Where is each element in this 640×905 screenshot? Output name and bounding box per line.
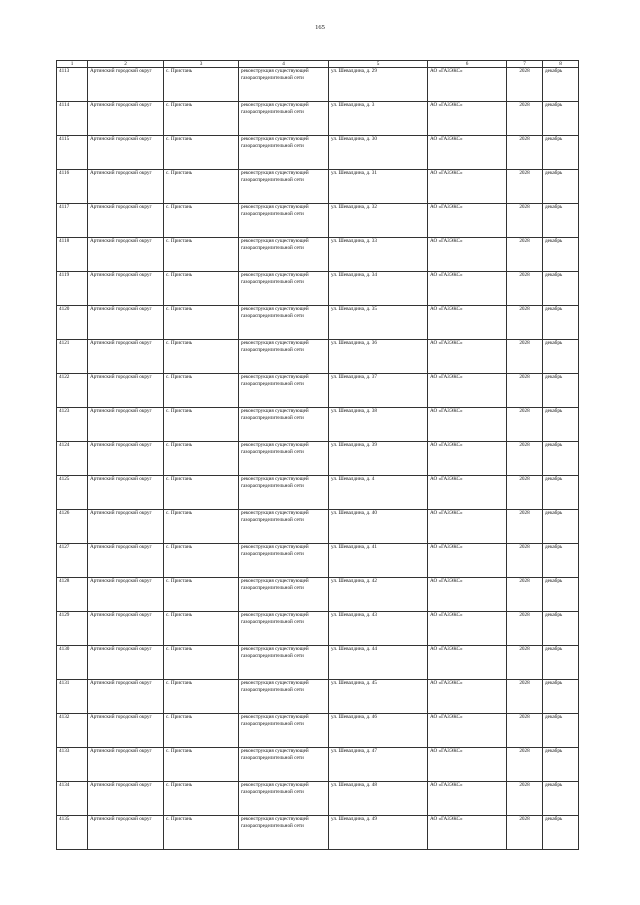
header-col-organization: 6 xyxy=(428,61,507,68)
col-settlement-cell: с. Пристань xyxy=(164,714,239,748)
col-address-cell: ул. Шевалдина, д. 30 xyxy=(329,136,428,170)
col-number-cell: 4119 xyxy=(57,272,88,306)
col-municipality-cell: Артинский городской округ xyxy=(88,612,164,646)
col-settlement-cell: с. Пристань xyxy=(164,442,239,476)
col-number-cell: 4113 xyxy=(57,68,88,102)
table-row xyxy=(57,510,579,544)
col-settlement-cell: с. Пристань xyxy=(164,578,239,612)
col-municipality-cell: Артинский городской округ xyxy=(88,578,164,612)
col-work-type-cell: реконструкция существующей газораспределительной сети xyxy=(239,816,329,850)
col-number-cell: 4125 xyxy=(57,476,88,510)
header-col-month: 8 xyxy=(543,61,579,68)
col-year-cell: 2028 xyxy=(507,170,543,204)
col-organization-cell: АО «ГАЗЭКС» xyxy=(428,306,507,340)
col-organization-cell: АО «ГАЗЭКС» xyxy=(428,476,507,510)
col-month-cell: декабрь xyxy=(543,408,579,442)
table-header xyxy=(57,61,579,68)
col-settlement-cell: с. Пристань xyxy=(164,646,239,680)
col-year-cell: 2028 xyxy=(507,782,543,816)
col-organization-cell: АО «ГАЗЭКС» xyxy=(428,510,507,544)
col-number-cell: 4129 xyxy=(57,612,88,646)
col-address-cell: ул. Шевалдина, д. 3 xyxy=(329,102,428,136)
header-col-settlement: 3 xyxy=(164,61,239,68)
col-address-cell: ул. Шевалдина, д. 34 xyxy=(329,272,428,306)
col-number-cell: 4127 xyxy=(57,544,88,578)
col-year-cell: 2028 xyxy=(507,544,543,578)
table-body xyxy=(57,68,579,850)
table-row xyxy=(57,170,579,204)
col-address-cell: ул. Шевалдина, д. 48 xyxy=(329,782,428,816)
col-municipality-cell: Артинский городской округ xyxy=(88,136,164,170)
col-municipality-cell: Артинский городской округ xyxy=(88,782,164,816)
table-row xyxy=(57,374,579,408)
col-organization-cell: АО «ГАЗЭКС» xyxy=(428,816,507,850)
col-organization-cell: АО «ГАЗЭКС» xyxy=(428,612,507,646)
col-number-cell: 4128 xyxy=(57,578,88,612)
col-work-type-cell: реконструкция существующей газораспределительной сети xyxy=(239,374,329,408)
col-settlement-cell: с. Пристань xyxy=(164,510,239,544)
col-month-cell: декабрь xyxy=(543,680,579,714)
col-address-cell: ул. Шевалдина, д. 46 xyxy=(329,714,428,748)
col-organization-cell: АО «ГАЗЭКС» xyxy=(428,544,507,578)
col-number-cell: 4114 xyxy=(57,102,88,136)
col-year-cell: 2028 xyxy=(507,272,543,306)
registry-table xyxy=(56,60,579,850)
col-month-cell: декабрь xyxy=(543,340,579,374)
col-work-type-cell: реконструкция существующей газораспределительной сети xyxy=(239,476,329,510)
header-row xyxy=(57,61,579,68)
col-month-cell: декабрь xyxy=(543,170,579,204)
col-year-cell: 2028 xyxy=(507,374,543,408)
col-municipality-cell: Артинский городской округ xyxy=(88,714,164,748)
table-row xyxy=(57,816,579,850)
col-municipality-cell: Артинский городской округ xyxy=(88,408,164,442)
table-row xyxy=(57,680,579,714)
col-address-cell: ул. Шевалдина, д. 32 xyxy=(329,204,428,238)
col-year-cell: 2028 xyxy=(507,578,543,612)
col-address-cell: ул. Шевалдина, д. 4 xyxy=(329,476,428,510)
col-organization-cell: АО «ГАЗЭКС» xyxy=(428,680,507,714)
col-settlement-cell: с. Пристань xyxy=(164,204,239,238)
table-row xyxy=(57,204,579,238)
col-work-type-cell: реконструкция существующей газораспределительной сети xyxy=(239,68,329,102)
table-row xyxy=(57,646,579,680)
col-work-type-cell: реконструкция существующей газораспределительной сети xyxy=(239,680,329,714)
col-municipality-cell: Артинский городской округ xyxy=(88,340,164,374)
col-month-cell: декабрь xyxy=(543,748,579,782)
col-month-cell: декабрь xyxy=(543,578,579,612)
col-organization-cell: АО «ГАЗЭКС» xyxy=(428,714,507,748)
col-work-type-cell: реконструкция существующей газораспределительной сети xyxy=(239,306,329,340)
col-address-cell: ул. Шевалдина, д. 45 xyxy=(329,680,428,714)
col-address-cell: ул. Шевалдина, д. 29 xyxy=(329,68,428,102)
col-month-cell: декабрь xyxy=(543,510,579,544)
table-row xyxy=(57,68,579,102)
table-row xyxy=(57,476,579,510)
col-address-cell: ул. Шевалдина, д. 36 xyxy=(329,340,428,374)
table-row xyxy=(57,340,579,374)
col-work-type-cell: реконструкция существующей газораспределительной сети xyxy=(239,136,329,170)
col-settlement-cell: с. Пристань xyxy=(164,816,239,850)
col-month-cell: декабрь xyxy=(543,476,579,510)
col-year-cell: 2028 xyxy=(507,612,543,646)
col-address-cell: ул. Шевалдина, д. 37 xyxy=(329,374,428,408)
header-col-number: 1 xyxy=(57,61,88,68)
col-organization-cell: АО «ГАЗЭКС» xyxy=(428,340,507,374)
table-row xyxy=(57,544,579,578)
col-organization-cell: АО «ГАЗЭКС» xyxy=(428,408,507,442)
col-settlement-cell: с. Пристань xyxy=(164,748,239,782)
col-month-cell: декабрь xyxy=(543,136,579,170)
col-number-cell: 4122 xyxy=(57,374,88,408)
col-organization-cell: АО «ГАЗЭКС» xyxy=(428,442,507,476)
table-row xyxy=(57,306,579,340)
table-row xyxy=(57,102,579,136)
col-year-cell: 2028 xyxy=(507,510,543,544)
col-settlement-cell: с. Пристань xyxy=(164,680,239,714)
col-month-cell: декабрь xyxy=(543,816,579,850)
col-municipality-cell: Артинский городской округ xyxy=(88,68,164,102)
col-number-cell: 4123 xyxy=(57,408,88,442)
col-month-cell: декабрь xyxy=(543,68,579,102)
col-address-cell: ул. Шевалдина, д. 39 xyxy=(329,442,428,476)
col-month-cell: декабрь xyxy=(543,204,579,238)
col-month-cell: декабрь xyxy=(543,238,579,272)
col-year-cell: 2028 xyxy=(507,204,543,238)
table-row xyxy=(57,714,579,748)
col-organization-cell: АО «ГАЗЭКС» xyxy=(428,748,507,782)
col-municipality-cell: Артинский городской округ xyxy=(88,374,164,408)
col-year-cell: 2028 xyxy=(507,102,543,136)
col-address-cell: ул. Шевалдина, д. 33 xyxy=(329,238,428,272)
table-row xyxy=(57,238,579,272)
col-address-cell: ул. Шевалдина, д. 41 xyxy=(329,544,428,578)
col-year-cell: 2028 xyxy=(507,340,543,374)
col-work-type-cell: реконструкция существующей газораспределительной сети xyxy=(239,272,329,306)
col-settlement-cell: с. Пристань xyxy=(164,476,239,510)
col-settlement-cell: с. Пристань xyxy=(164,544,239,578)
col-municipality-cell: Артинский городской округ xyxy=(88,272,164,306)
col-municipality-cell: Артинский городской округ xyxy=(88,816,164,850)
col-year-cell: 2028 xyxy=(507,748,543,782)
col-month-cell: декабрь xyxy=(543,646,579,680)
table-row xyxy=(57,748,579,782)
col-organization-cell: АО «ГАЗЭКС» xyxy=(428,204,507,238)
header-col-work-type: 4 xyxy=(239,61,329,68)
col-work-type-cell: реконструкция существующей газораспределительной сети xyxy=(239,170,329,204)
col-number-cell: 4130 xyxy=(57,646,88,680)
col-address-cell: ул. Шевалдина, д. 31 xyxy=(329,170,428,204)
col-settlement-cell: с. Пристань xyxy=(164,340,239,374)
header-col-address: 5 xyxy=(329,61,428,68)
table-row xyxy=(57,782,579,816)
col-year-cell: 2028 xyxy=(507,306,543,340)
col-organization-cell: АО «ГАЗЭКС» xyxy=(428,68,507,102)
col-number-cell: 4120 xyxy=(57,306,88,340)
col-settlement-cell: с. Пристань xyxy=(164,782,239,816)
col-settlement-cell: с. Пристань xyxy=(164,374,239,408)
table-row xyxy=(57,612,579,646)
col-number-cell: 4124 xyxy=(57,442,88,476)
col-number-cell: 4133 xyxy=(57,748,88,782)
col-municipality-cell: Артинский городской округ xyxy=(88,238,164,272)
col-work-type-cell: реконструкция существующей газораспределительной сети xyxy=(239,612,329,646)
col-year-cell: 2028 xyxy=(507,680,543,714)
col-settlement-cell: с. Пристань xyxy=(164,68,239,102)
col-organization-cell: АО «ГАЗЭКС» xyxy=(428,238,507,272)
col-municipality-cell: Артинский городской округ xyxy=(88,102,164,136)
col-number-cell: 4135 xyxy=(57,816,88,850)
table-row xyxy=(57,272,579,306)
col-month-cell: декабрь xyxy=(543,544,579,578)
col-work-type-cell: реконструкция существующей газораспределительной сети xyxy=(239,408,329,442)
col-organization-cell: АО «ГАЗЭКС» xyxy=(428,646,507,680)
col-municipality-cell: Артинский городской округ xyxy=(88,476,164,510)
col-number-cell: 4121 xyxy=(57,340,88,374)
col-month-cell: декабрь xyxy=(543,102,579,136)
col-organization-cell: АО «ГАЗЭКС» xyxy=(428,136,507,170)
col-year-cell: 2028 xyxy=(507,408,543,442)
col-settlement-cell: с. Пристань xyxy=(164,102,239,136)
col-organization-cell: АО «ГАЗЭКС» xyxy=(428,102,507,136)
header-col-municipality: 2 xyxy=(88,61,164,68)
col-number-cell: 4118 xyxy=(57,238,88,272)
col-work-type-cell: реконструкция существующей газораспределительной сети xyxy=(239,510,329,544)
col-work-type-cell: реконструкция существующей газораспределительной сети xyxy=(239,442,329,476)
col-number-cell: 4126 xyxy=(57,510,88,544)
col-municipality-cell: Артинский городской округ xyxy=(88,306,164,340)
table-row xyxy=(57,408,579,442)
col-settlement-cell: с. Пристань xyxy=(164,408,239,442)
col-address-cell: ул. Шевалдина, д. 47 xyxy=(329,748,428,782)
page-number: 165 xyxy=(315,24,325,31)
col-work-type-cell: реконструкция существующей газораспределительной сети xyxy=(239,714,329,748)
col-month-cell: декабрь xyxy=(543,272,579,306)
col-address-cell: ул. Шевалдина, д. 42 xyxy=(329,578,428,612)
col-work-type-cell: реконструкция существующей газораспределительной сети xyxy=(239,748,329,782)
col-address-cell: ул. Шевалдина, д. 43 xyxy=(329,612,428,646)
col-number-cell: 4117 xyxy=(57,204,88,238)
col-organization-cell: АО «ГАЗЭКС» xyxy=(428,782,507,816)
col-settlement-cell: с. Пристань xyxy=(164,612,239,646)
col-work-type-cell: реконструкция существующей газораспределительной сети xyxy=(239,340,329,374)
col-municipality-cell: Артинский городской округ xyxy=(88,544,164,578)
col-year-cell: 2028 xyxy=(507,238,543,272)
col-municipality-cell: Артинский городской округ xyxy=(88,646,164,680)
col-address-cell: ул. Шевалдина, д. 49 xyxy=(329,816,428,850)
col-work-type-cell: реконструкция существующей газораспределительной сети xyxy=(239,544,329,578)
col-month-cell: декабрь xyxy=(543,374,579,408)
col-month-cell: декабрь xyxy=(543,306,579,340)
col-work-type-cell: реконструкция существующей газораспределительной сети xyxy=(239,782,329,816)
col-organization-cell: АО «ГАЗЭКС» xyxy=(428,374,507,408)
col-work-type-cell: реконструкция существующей газораспределительной сети xyxy=(239,238,329,272)
col-address-cell: ул. Шевалдина, д. 38 xyxy=(329,408,428,442)
table-row xyxy=(57,442,579,476)
col-municipality-cell: Артинский городской округ xyxy=(88,170,164,204)
col-settlement-cell: с. Пристань xyxy=(164,170,239,204)
col-month-cell: декабрь xyxy=(543,612,579,646)
col-number-cell: 4132 xyxy=(57,714,88,748)
col-work-type-cell: реконструкция существующей газораспределительной сети xyxy=(239,578,329,612)
col-settlement-cell: с. Пристань xyxy=(164,136,239,170)
col-address-cell: ул. Шевалдина, д. 40 xyxy=(329,510,428,544)
col-settlement-cell: с. Пристань xyxy=(164,238,239,272)
header-col-year: 7 xyxy=(507,61,543,68)
col-year-cell: 2028 xyxy=(507,476,543,510)
col-number-cell: 4116 xyxy=(57,170,88,204)
col-address-cell: ул. Шевалдина, д. 44 xyxy=(329,646,428,680)
col-municipality-cell: Артинский городской округ xyxy=(88,680,164,714)
table-row xyxy=(57,578,579,612)
col-work-type-cell: реконструкция существующей газораспределительной сети xyxy=(239,102,329,136)
col-number-cell: 4131 xyxy=(57,680,88,714)
col-municipality-cell: Артинский городской округ xyxy=(88,442,164,476)
col-organization-cell: АО «ГАЗЭКС» xyxy=(428,272,507,306)
col-settlement-cell: с. Пристань xyxy=(164,272,239,306)
col-month-cell: декабрь xyxy=(543,714,579,748)
col-number-cell: 4115 xyxy=(57,136,88,170)
col-year-cell: 2028 xyxy=(507,714,543,748)
table-row xyxy=(57,136,579,170)
col-year-cell: 2028 xyxy=(507,646,543,680)
col-settlement-cell: с. Пристань xyxy=(164,306,239,340)
col-month-cell: декабрь xyxy=(543,442,579,476)
col-year-cell: 2028 xyxy=(507,68,543,102)
col-municipality-cell: Артинский городской округ xyxy=(88,204,164,238)
col-number-cell: 4134 xyxy=(57,782,88,816)
col-month-cell: декабрь xyxy=(543,782,579,816)
col-municipality-cell: Артинский городской округ xyxy=(88,510,164,544)
col-organization-cell: АО «ГАЗЭКС» xyxy=(428,578,507,612)
col-work-type-cell: реконструкция существующей газораспределительной сети xyxy=(239,646,329,680)
col-organization-cell: АО «ГАЗЭКС» xyxy=(428,170,507,204)
col-year-cell: 2028 xyxy=(507,442,543,476)
col-municipality-cell: Артинский городской округ xyxy=(88,748,164,782)
col-work-type-cell: реконструкция существующей газораспределительной сети xyxy=(239,204,329,238)
col-year-cell: 2028 xyxy=(507,136,543,170)
col-address-cell: ул. Шевалдина, д. 35 xyxy=(329,306,428,340)
col-year-cell: 2028 xyxy=(507,816,543,850)
